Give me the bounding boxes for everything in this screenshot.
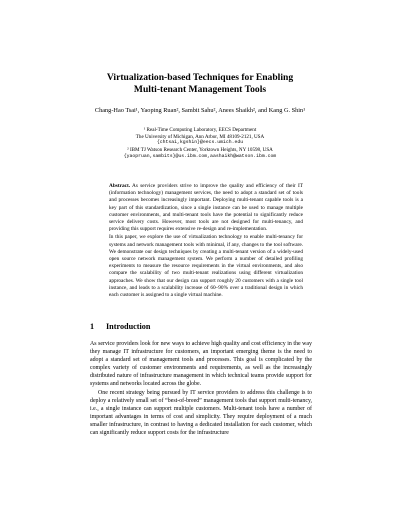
intro-paragraph-2: One recent strategy being pursued by IT service providers to address this challenge is to deploy a relatively small set of “best-of-breed” management tools that support multi-tenancy, i.e., a single instance can support multiple customers. Multi-tenant tools have a number of important advantages in terms of cost and simplicity. They require deployment of a much smaller infrastructure, in contrast to having a dedicated installation for each customer, which can significantly reduce support costs for the infrastructure [90,389,312,437]
affiliation-1-line-2: The University of Michigan, Ann Arbor, MI 48109-2121, USA [135,133,265,140]
section-heading [90,322,150,332]
introduction-body [90,340,312,437]
paper-title-line-2: Multi-tenant Management Tools [133,84,267,95]
section-number: 1 [90,322,95,331]
abstract-paragraph-1 [109,183,303,233]
affiliation-1-line-1: ¹ Real-Time Computing Laboratory, EECS Department [143,127,257,133]
abstract [109,183,303,300]
author-list: Chang-Hao Tsai¹, Yaoping Ruan², Sambit Sahu², Anees Shaikh², and Kang G. Shin¹ [94,107,306,114]
affiliation-2-line-1: ² IBM TJ Watson Research Center, Yorktown Heights, NY 10598, USA [127,147,273,153]
abstract-label: Abstract. [109,183,131,189]
intro-paragraph-1: As service providers look for new ways to achieve high quality and cost efficiency in the way they manage IT infrastructure for customers, an important emerging theme is the need to adopt a standard set of management tools and processes. This goal is complicated by the complex variety of customer environments and requirements, as well as the increasingly distributed nature of infrastructure management in which technical teams provide support for systems and networks located across the globe. [90,341,312,388]
abstract-text-1: As service providers strive to improve the quality and efficiency of their IT (information technology) management services, the need to adopt a standard set of tools and processes becomes increasingly important. Deploying multi-tenant capable tools is a key part of this standardization, since a single instance can be used to manage multiple customer environments, and multi-tenant tools have the potential to significantly reduce service delivery costs. However, most tools are not designed for multi-tenancy, and providing this support requires extensive re-design and re-implementation. [109,183,303,233]
affiliation-1-email: {chtsai,kgshin}@eecs.umich.edu [156,140,244,145]
paper-title-line-1: Virtualization-based Techniques for Enabling [106,72,294,83]
affiliation-2-email: {yaopruan,sambits}@us.ibm.com,aashaikh@watson.ibm.com [123,153,277,159]
abstract-paragraph-2: In this paper, we explore the use of virtualization technology to enable multi-tenancy for systems and network management tools with minimal, if any, changes to the tool software. We demonstrate our design techniques by creating a multi-tenant version of a widely-used open source network management system. We perform a number of detailed profiling experiments to measure the resource requirements in the virtual environments, and also compare the scalability of two multi-tenant realizations using different virtualization approaches. We show that our design can support roughly 20 customers with a single tool instance, and leads to a scalability increase of 60–90% over a traditional design in which each customer is assigned to a single virtual machine. [109,234,303,299]
section-title: Introduction [106,322,151,331]
